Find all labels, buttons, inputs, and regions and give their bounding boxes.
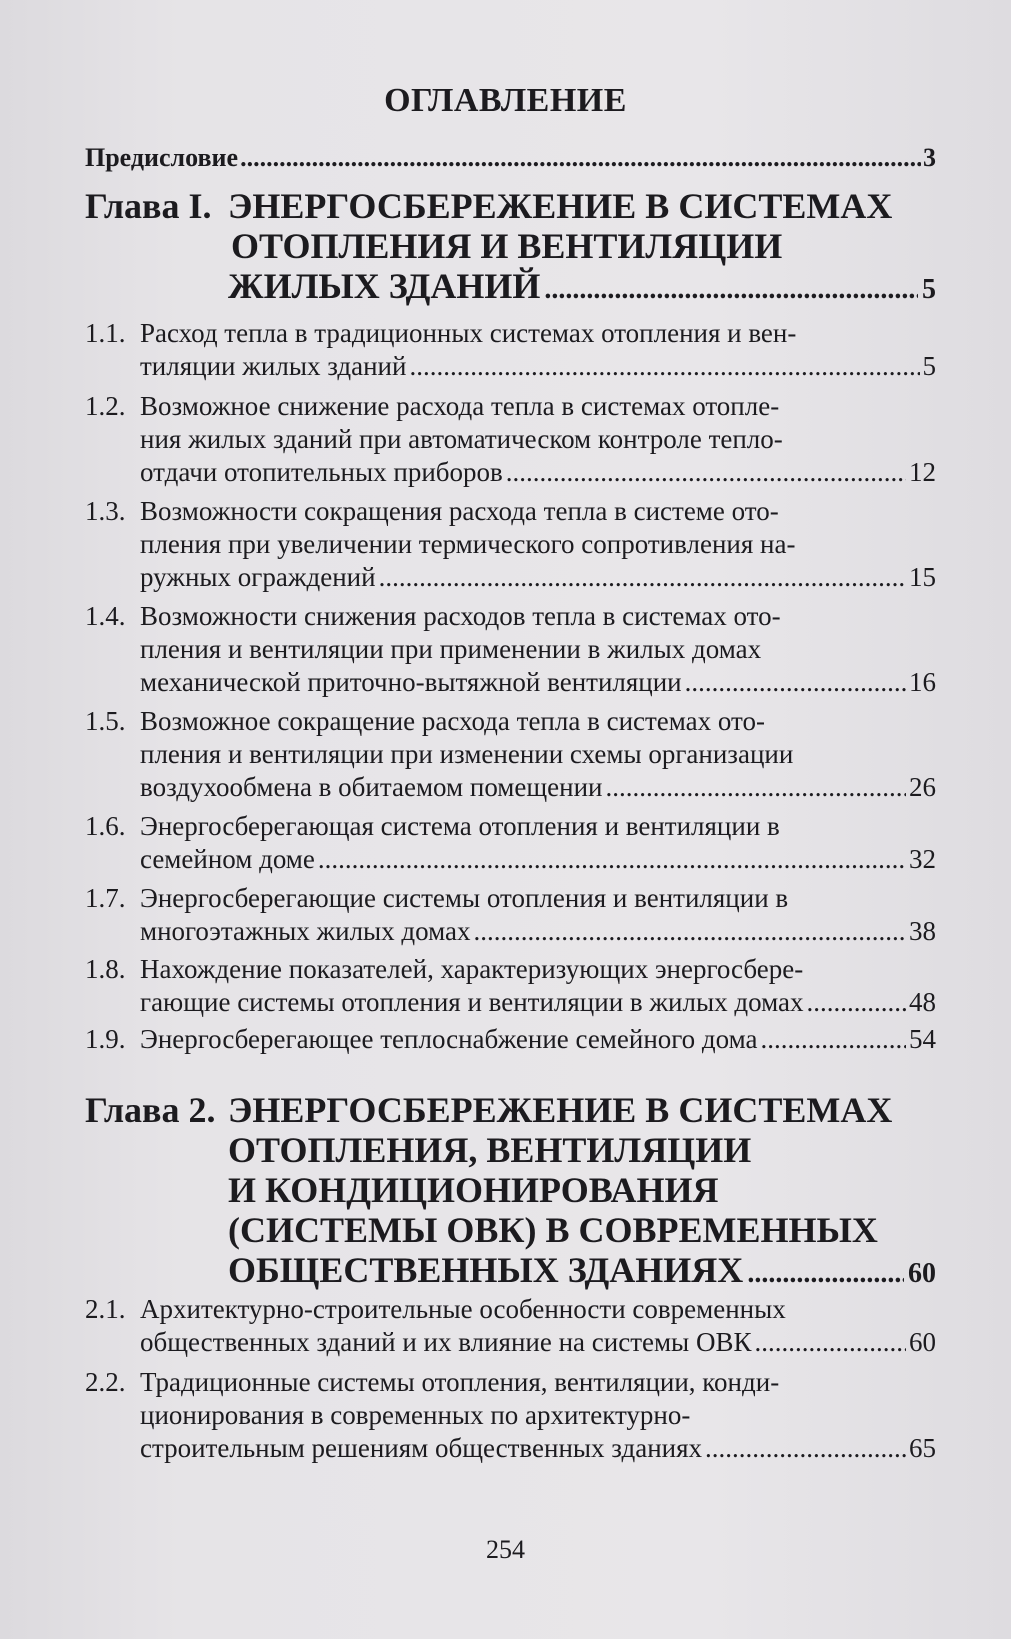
chapter-title-last-line — [228, 1250, 936, 1290]
chapter-title-line: И КОНДИЦИОНИРОВАНИЯ — [228, 1170, 719, 1210]
toc-entry-1-2 — [85, 390, 936, 489]
chapter-2-heading — [85, 1090, 936, 1290]
chapter-title-line: ОБЩЕСТВЕННЫХ ЗДАНИЯХ — [228, 1250, 744, 1290]
dot-leader — [761, 1023, 906, 1056]
entry-last-line — [140, 666, 936, 699]
entry-page: 32 — [909, 844, 936, 874]
dot-leader — [474, 915, 906, 948]
entry-line: ционирования в современных по архитектурно- — [140, 1400, 691, 1430]
entry-line: Архитектурно-строительные особенности современных — [140, 1294, 786, 1324]
entry-page: 5 — [922, 351, 936, 381]
chapter-prefix: Глава I. — [85, 186, 212, 226]
entry-last-line — [140, 1023, 936, 1056]
entry-last-line — [140, 561, 936, 594]
dot-leader — [379, 561, 906, 594]
dot-leader — [506, 456, 906, 489]
entry-line: Возможное сокращение расхода тепла в системах ото- — [140, 706, 765, 736]
entry-line: Возможности снижения расходов тепла в системах ото- — [140, 601, 781, 631]
section-number: 2.1. — [85, 1294, 126, 1324]
entry-last-line — [140, 350, 936, 383]
entry-line: отдачи отопительных приборов — [140, 457, 503, 487]
toc-entry-2-1 — [85, 1293, 936, 1359]
entry-page: 15 — [909, 562, 936, 592]
section-number: 1.3. — [85, 496, 126, 526]
section-number: 1.8. — [85, 954, 126, 984]
entry-line: Энергосберегающее теплоснабжение семейного дома — [140, 1024, 758, 1054]
section-number: 1.4. — [85, 601, 126, 631]
chapter-title-line: ЖИЛЫХ ЗДАНИЙ — [228, 266, 541, 306]
entry-line: пления и вентиляции при применении в жилых домах — [140, 634, 762, 664]
chapter-title-line: ЭНЕРГОСБЕРЕЖЕНИЕ В СИСТЕМАХ — [228, 186, 893, 226]
dot-leader — [544, 270, 918, 310]
section-number: 1.6. — [85, 811, 126, 841]
toc-entry-2-2 — [85, 1366, 936, 1465]
section-number: 1.5. — [85, 706, 126, 736]
entry-line: Традиционные системы отопления, вентиляции, конди- — [140, 1367, 780, 1397]
toc-entry-1-4 — [85, 600, 936, 699]
entry-page: 65 — [909, 1433, 936, 1463]
toc-entry-1-1 — [85, 317, 936, 383]
section-number: 1.1. — [85, 318, 126, 348]
toc-entry-1-6 — [85, 810, 936, 876]
section-number: 1.9. — [85, 1024, 126, 1054]
toc-title: ОГЛАВЛЕНИЕ — [384, 82, 627, 119]
chapter-title-line: ОТОПЛЕНИЯ, ВЕНТИЛЯЦИИ — [228, 1130, 752, 1170]
entry-line: ружных ограждений — [140, 562, 376, 592]
toc-entry-1-7 — [85, 882, 936, 948]
page-number: 254 — [486, 1535, 525, 1564]
toc-entry-1-9 — [85, 1023, 936, 1056]
entry-last-line — [140, 915, 936, 948]
entry-last-line — [140, 1432, 936, 1465]
entry-line: Расход тепла в традиционных системах отопления и вен- — [140, 318, 797, 348]
entry-line: строительным решениям общественных зданиях — [140, 1433, 703, 1463]
dot-leader — [747, 1254, 904, 1294]
entry-line: воздухообмена в обитаемом помещении — [140, 772, 603, 802]
entry-line: пления и вентиляции при изменении схемы организации — [140, 739, 794, 769]
chapter-prefix: Глава 2. — [85, 1090, 216, 1130]
toc-entry-1-3 — [85, 495, 936, 594]
chapter-1-heading — [85, 186, 936, 306]
entry-line: Энергосберегающие системы отопления и вентиляции в — [140, 883, 789, 913]
entry-last-line — [140, 986, 936, 1019]
dot-leader — [705, 1432, 906, 1465]
entry-page: 16 — [909, 667, 936, 697]
entry-line: многоэтажных жилых домах — [140, 916, 471, 946]
entry-line: Возможности сокращения расхода тепла в системе ото- — [140, 496, 779, 526]
dot-leader — [606, 771, 907, 804]
dot-leader — [240, 143, 921, 173]
dot-leader — [806, 986, 906, 1019]
entry-line: механической приточно-вытяжной вентиляции — [140, 667, 682, 697]
entry-line: Нахождение показателей, характеризующих энергосбере- — [140, 954, 804, 984]
entry-line: ния жилых зданий при автоматическом контроле тепло- — [140, 424, 783, 454]
entry-page: 12 — [909, 457, 936, 487]
entry-page: 54 — [909, 1024, 936, 1054]
section-number: 1.2. — [85, 391, 126, 421]
entry-line: тиляции жилых зданий — [140, 351, 407, 381]
entry-page: 38 — [909, 916, 936, 946]
entry-line: гающие системы отопления и вентиляции в жилых домах — [140, 987, 804, 1017]
entry-last-line — [140, 456, 936, 489]
section-number: 1.7. — [85, 883, 126, 913]
chapter-page: 5 — [922, 274, 936, 305]
dot-leader — [754, 1326, 906, 1359]
dot-leader — [685, 666, 906, 699]
toc-entry-1-5 — [85, 705, 936, 804]
entry-last-line — [140, 1326, 936, 1359]
toc-preface — [85, 143, 936, 173]
entry-line: Возможное снижение расхода тепла в системах отопле- — [140, 391, 780, 421]
dot-leader — [409, 350, 919, 383]
entry-page: 48 — [909, 987, 936, 1017]
section-number: 2.2. — [85, 1367, 126, 1397]
entry-page: 26 — [909, 772, 936, 802]
preface-label: Предисловие — [85, 143, 239, 172]
chapter-page: 60 — [908, 1258, 936, 1289]
entry-line: семейном доме — [140, 844, 315, 874]
preface-page: 3 — [923, 143, 936, 172]
chapter-title-last-line — [228, 266, 936, 306]
chapter-title-line: ОТОПЛЕНИЯ И ВЕНТИЛЯЦИИ — [231, 226, 783, 266]
chapter-title-line: ЭНЕРГОСБЕРЕЖЕНИЕ В СИСТЕМАХ — [228, 1090, 893, 1130]
entry-page: 60 — [909, 1327, 936, 1357]
entry-line: общественных зданий и их влияние на системы ОВК — [140, 1327, 752, 1357]
entry-last-line — [140, 771, 936, 804]
entry-last-line — [140, 843, 936, 876]
dot-leader — [318, 843, 906, 876]
entry-line: пления при увеличении термического сопротивления на- — [140, 529, 796, 559]
chapter-title-line: (СИСТЕМЫ ОВК) В СОВРЕМЕННЫХ — [228, 1210, 878, 1250]
toc-entry-1-8 — [85, 953, 936, 1019]
entry-line: Энергосберегающая система отопления и вентиляции в — [140, 811, 780, 841]
